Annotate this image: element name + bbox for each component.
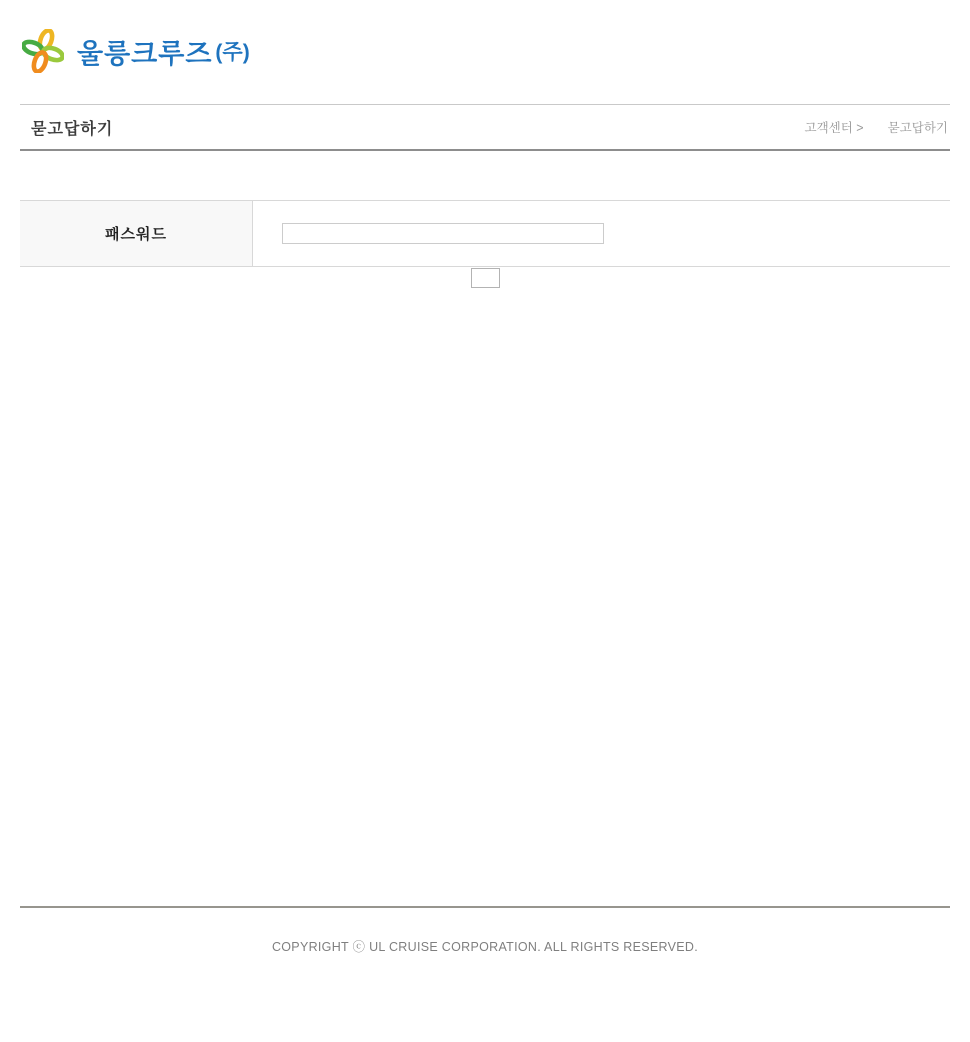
password-form-table — [20, 200, 950, 267]
breadcrumb-current: 묻고답하기 — [887, 121, 948, 135]
footer — [0, 906, 970, 955]
password-label: 패스워드 — [20, 201, 253, 266]
company-suffix-text: (주) — [215, 41, 250, 64]
company-name-text: 울릉크루즈 — [77, 38, 213, 69]
confirm-button[interactable] — [471, 268, 500, 288]
footer-divider — [20, 906, 950, 908]
flower-pinwheel-icon — [22, 29, 64, 73]
company-logo[interactable] — [22, 29, 250, 73]
top-logo-area — [0, 0, 970, 104]
breadcrumb — [805, 118, 948, 136]
password-input[interactable] — [282, 223, 604, 244]
page-header-bar — [20, 104, 950, 151]
breadcrumb-parent[interactable]: 고객센터 > — [804, 121, 864, 135]
copyright-text: COPYRIGHT ⓒ UL CRUISE CORPORATION. ALL RIGHTS RESERVED. — [271, 940, 699, 954]
password-value-cell — [253, 201, 950, 266]
page-title: 묻고답하기 — [31, 120, 114, 138]
button-row — [20, 268, 950, 288]
